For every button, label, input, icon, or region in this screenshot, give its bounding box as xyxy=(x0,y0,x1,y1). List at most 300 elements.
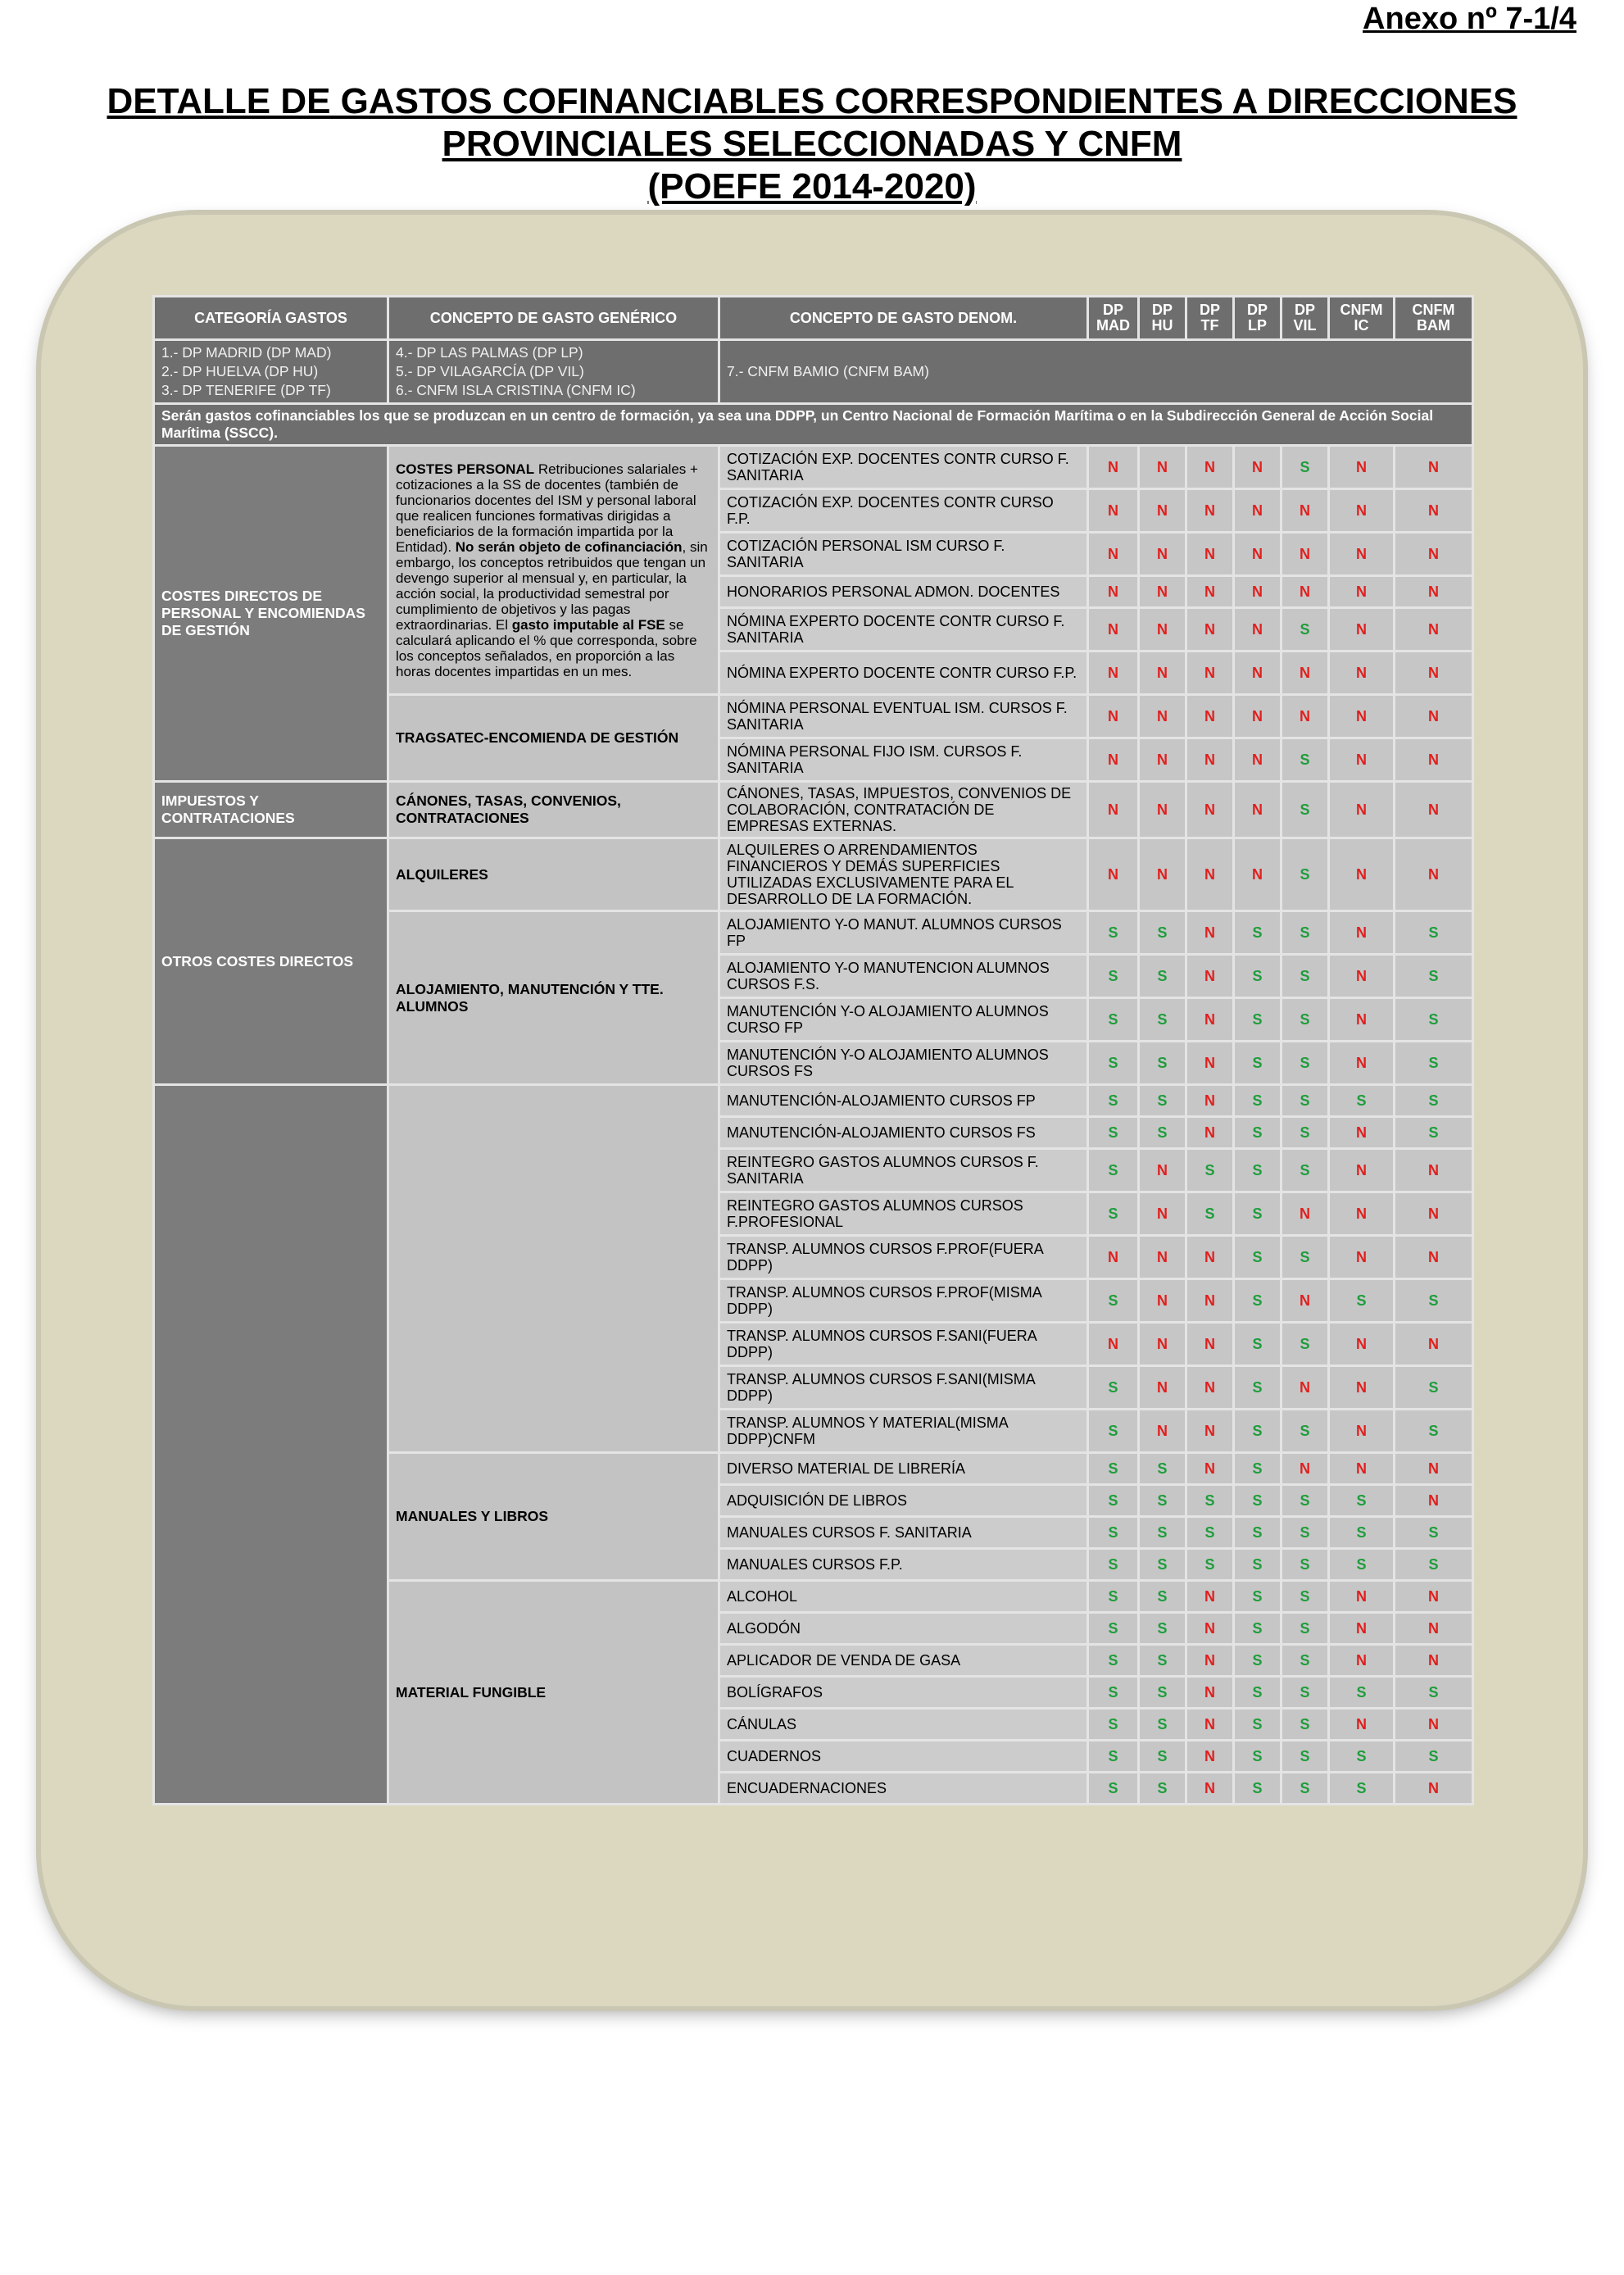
flag-dp-hu: S xyxy=(1139,1117,1186,1149)
flag-dp-mad: N xyxy=(1088,738,1139,782)
flag-dp-vil: N xyxy=(1282,652,1329,695)
flag-cnfm-ic: N xyxy=(1329,1453,1395,1485)
flag-cnfm-bam: S xyxy=(1395,998,1473,1042)
flag-dp-vil: S xyxy=(1282,1613,1329,1645)
flag-dp-mad: S xyxy=(1088,1366,1139,1410)
flag-dp-lp: N xyxy=(1234,652,1282,695)
flag-dp-vil: S xyxy=(1282,1410,1329,1453)
flag-dp-lp: S xyxy=(1234,1709,1282,1741)
flag-dp-hu: N xyxy=(1139,1192,1186,1236)
concept-denom: MANUTENCIÓN Y-O ALOJAMIENTO ALUMNOS CURSO FP xyxy=(719,998,1088,1042)
flag-dp-lp: S xyxy=(1234,1453,1282,1485)
flag-dp-tf: N xyxy=(1186,695,1234,738)
concept-denom: DIVERSO MATERIAL DE LIBRERÍA xyxy=(719,1453,1088,1485)
flag-cnfm-bam: S xyxy=(1395,1279,1473,1323)
header-dp-vil: DP VIL xyxy=(1282,297,1329,340)
flag-cnfm-bam: S xyxy=(1395,1517,1473,1549)
flag-dp-mad: S xyxy=(1088,1741,1139,1773)
flag-dp-hu: S xyxy=(1139,1549,1186,1581)
flag-dp-hu: S xyxy=(1139,1517,1186,1549)
flag-dp-mad: N xyxy=(1088,782,1139,838)
flag-dp-tf: N xyxy=(1186,1323,1234,1366)
table-header-row xyxy=(154,297,1473,340)
flag-cnfm-bam: N xyxy=(1395,1485,1473,1517)
flag-cnfm-ic: N xyxy=(1329,911,1395,955)
flag-cnfm-bam: N xyxy=(1395,1709,1473,1741)
generic-empty xyxy=(388,1085,719,1453)
flag-dp-lp: N xyxy=(1234,838,1282,911)
concept-denom: BOLÍGRAFOS xyxy=(719,1677,1088,1709)
flag-cnfm-ic: N xyxy=(1329,782,1395,838)
flag-dp-tf: N xyxy=(1186,998,1234,1042)
flag-dp-tf: N xyxy=(1186,782,1234,838)
flag-dp-lp: N xyxy=(1234,608,1282,652)
flag-cnfm-ic: S xyxy=(1329,1279,1395,1323)
flag-dp-lp: S xyxy=(1234,1117,1282,1149)
flag-dp-vil: S xyxy=(1282,446,1329,489)
flag-cnfm-ic: N xyxy=(1329,576,1395,608)
flag-dp-tf: N xyxy=(1186,489,1234,533)
flag-dp-tf: N xyxy=(1186,1236,1234,1279)
concept-denom: REINTEGRO GASTOS ALUMNOS CURSOS F. SANITARIA xyxy=(719,1149,1088,1192)
flag-dp-tf: N xyxy=(1186,1085,1234,1117)
flag-dp-mad: S xyxy=(1088,1192,1139,1236)
flag-dp-hu: S xyxy=(1139,1042,1186,1085)
flag-dp-tf: N xyxy=(1186,446,1234,489)
title-line-2: PROVINCIALES SELECCIONADAS Y CNFM xyxy=(442,124,1182,164)
flag-dp-vil: S xyxy=(1282,955,1329,998)
flag-dp-lp: S xyxy=(1234,1042,1282,1085)
flag-cnfm-ic: N xyxy=(1329,738,1395,782)
flag-dp-mad: N xyxy=(1088,1236,1139,1279)
flag-dp-mad: N xyxy=(1088,838,1139,911)
flag-dp-lp: S xyxy=(1234,1645,1282,1677)
flag-dp-mad: S xyxy=(1088,911,1139,955)
concept-denom: ALGODÓN xyxy=(719,1613,1088,1645)
flag-dp-tf: N xyxy=(1186,1709,1234,1741)
flag-dp-mad: S xyxy=(1088,1677,1139,1709)
flag-cnfm-bam: N xyxy=(1395,576,1473,608)
flag-dp-lp: N xyxy=(1234,489,1282,533)
generic-text-part: Retribuciones salariales + cotizaciones a la SS de docentes (también de funcionarios docentes del ISM y personal laboral que realicen funciones formativas dirigidas a beneficiarios de la formación impartida por la Entidad). xyxy=(396,461,698,555)
flag-dp-lp: S xyxy=(1234,1741,1282,1773)
flag-cnfm-bam: S xyxy=(1395,911,1473,955)
flag-cnfm-bam: N xyxy=(1395,1236,1473,1279)
flag-cnfm-ic: S xyxy=(1329,1549,1395,1581)
flag-cnfm-ic: N xyxy=(1329,608,1395,652)
flag-dp-mad: S xyxy=(1088,1485,1139,1517)
flag-dp-vil: S xyxy=(1282,608,1329,652)
flag-cnfm-bam: N xyxy=(1395,782,1473,838)
concept-denom: CUADERNOS xyxy=(719,1741,1088,1773)
concept-denom: ENCUADERNACIONES xyxy=(719,1773,1088,1805)
flag-dp-tf: N xyxy=(1186,1677,1234,1709)
flag-cnfm-bam: N xyxy=(1395,489,1473,533)
flag-cnfm-bam: S xyxy=(1395,1085,1473,1117)
flag-dp-vil: S xyxy=(1282,1549,1329,1581)
flag-dp-vil: S xyxy=(1282,1485,1329,1517)
flag-dp-vil: S xyxy=(1282,1117,1329,1149)
flag-dp-mad: S xyxy=(1088,1645,1139,1677)
flag-dp-tf: N xyxy=(1186,533,1234,576)
flag-dp-mad: S xyxy=(1088,1773,1139,1805)
flag-dp-hu: N xyxy=(1139,489,1186,533)
flag-cnfm-ic: S xyxy=(1329,1485,1395,1517)
flag-cnfm-ic: S xyxy=(1329,1773,1395,1805)
concept-denom: MANUTENCIÓN-ALOJAMIENTO CURSOS FS xyxy=(719,1117,1088,1149)
header-denom: CONCEPTO DE GASTO DENOM. xyxy=(719,297,1088,340)
legend-item: 3.- DP TENERIFE (DP TF) xyxy=(161,382,331,398)
flag-dp-tf: N xyxy=(1186,1645,1234,1677)
concept-denom: REINTEGRO GASTOS ALUMNOS CURSOS F.PROFESIONAL xyxy=(719,1192,1088,1236)
generic-text-part: No serán objeto de cofinanciación xyxy=(455,538,683,555)
flag-dp-lp: N xyxy=(1234,782,1282,838)
flag-dp-hu: S xyxy=(1139,1741,1186,1773)
flag-dp-hu: N xyxy=(1139,533,1186,576)
flag-dp-hu: N xyxy=(1139,1410,1186,1453)
concept-denom: NÓMINA PERSONAL FIJO ISM. CURSOS F. SANITARIA xyxy=(719,738,1088,782)
flag-dp-hu: N xyxy=(1139,1366,1186,1410)
flag-dp-tf: S xyxy=(1186,1192,1234,1236)
legend-item: 4.- DP LAS PALMAS (DP LP) xyxy=(396,344,583,361)
flag-cnfm-bam: N xyxy=(1395,1613,1473,1645)
concept-denom: NÓMINA EXPERTO DOCENTE CONTR CURSO F. SANITARIA xyxy=(719,608,1088,652)
flag-cnfm-bam: N xyxy=(1395,1581,1473,1613)
header-cnfm-ic: CNFM IC xyxy=(1329,297,1395,340)
flag-dp-vil: S xyxy=(1282,1581,1329,1613)
flag-dp-mad: S xyxy=(1088,1613,1139,1645)
flag-dp-lp: N xyxy=(1234,576,1282,608)
table-row xyxy=(154,1085,1473,1117)
flag-dp-mad: S xyxy=(1088,1517,1139,1549)
flag-dp-hu: N xyxy=(1139,1149,1186,1192)
flag-dp-vil: N xyxy=(1282,1279,1329,1323)
flag-cnfm-bam: N xyxy=(1395,652,1473,695)
flag-dp-vil: S xyxy=(1282,1709,1329,1741)
header-dp-hu: DP HU xyxy=(1139,297,1186,340)
flag-dp-tf: N xyxy=(1186,1410,1234,1453)
flag-cnfm-ic: N xyxy=(1329,652,1395,695)
concept-denom: NÓMINA PERSONAL EVENTUAL ISM. CURSOS F. SANITARIA xyxy=(719,695,1088,738)
concept-denom: MANUTENCIÓN-ALOJAMIENTO CURSOS FP xyxy=(719,1085,1088,1117)
flag-dp-hu: S xyxy=(1139,1645,1186,1677)
flag-dp-tf: N xyxy=(1186,955,1234,998)
flag-dp-hu: N xyxy=(1139,738,1186,782)
flag-dp-tf: S xyxy=(1186,1485,1234,1517)
flag-cnfm-bam: N xyxy=(1395,446,1473,489)
flag-dp-vil: S xyxy=(1282,782,1329,838)
concept-denom: CÁNULAS xyxy=(719,1709,1088,1741)
flag-cnfm-bam: S xyxy=(1395,1042,1473,1085)
flag-dp-tf: N xyxy=(1186,838,1234,911)
flag-dp-vil: N xyxy=(1282,489,1329,533)
generic-text-part: gasto imputable al FSE xyxy=(511,616,665,633)
flag-cnfm-bam: N xyxy=(1395,695,1473,738)
flag-dp-lp: N xyxy=(1234,533,1282,576)
title-line-3: (POEFE 2014-2020) xyxy=(647,166,977,207)
generic-alojamiento: ALOJAMIENTO, MANUTENCIÓN Y TTE. ALUMNOS xyxy=(388,911,719,1085)
flag-dp-tf: N xyxy=(1186,1453,1234,1485)
header-dp-mad: DP MAD xyxy=(1088,297,1139,340)
flag-dp-hu: S xyxy=(1139,1613,1186,1645)
flag-cnfm-ic: N xyxy=(1329,1149,1395,1192)
flag-cnfm-ic: N xyxy=(1329,1613,1395,1645)
flag-dp-lp: S xyxy=(1234,1581,1282,1613)
legend-item: 1.- DP MADRID (DP MAD) xyxy=(161,344,332,361)
category-otros: OTROS COSTES DIRECTOS xyxy=(154,838,388,1085)
flag-cnfm-ic: N xyxy=(1329,1410,1395,1453)
flag-dp-vil: S xyxy=(1282,1149,1329,1192)
concept-denom: COTIZACIÓN EXP. DOCENTES CONTR CURSO F.P. xyxy=(719,489,1088,533)
flag-dp-tf: N xyxy=(1186,1279,1234,1323)
flag-dp-mad: S xyxy=(1088,1117,1139,1149)
table-row xyxy=(154,782,1473,838)
flag-dp-lp: S xyxy=(1234,1485,1282,1517)
flag-cnfm-ic: N xyxy=(1329,446,1395,489)
flag-dp-mad: S xyxy=(1088,1453,1139,1485)
concept-denom: ALOJAMIENTO Y-O MANUT. ALUMNOS CURSOS FP xyxy=(719,911,1088,955)
header-generico: CONCEPTO DE GASTO GENÉRICO xyxy=(388,297,719,340)
flag-cnfm-bam: S xyxy=(1395,1366,1473,1410)
concept-denom: ALQUILERES O ARRENDAMIENTOS FINANCIEROS Y DEMÁS SUPERFICIES UTILIZADAS EXCLUSIVAMENTE PARA EL DESARROLLO DE LA FORMACIÓN. xyxy=(719,838,1088,911)
table-row xyxy=(154,446,1473,489)
flag-dp-vil: N xyxy=(1282,533,1329,576)
flag-cnfm-ic: N xyxy=(1329,533,1395,576)
flag-dp-vil: S xyxy=(1282,911,1329,955)
flag-cnfm-bam: N xyxy=(1395,1645,1473,1677)
flag-cnfm-bam: S xyxy=(1395,1410,1473,1453)
header-categoria: CATEGORÍA GASTOS xyxy=(154,297,388,340)
flag-dp-hu: S xyxy=(1139,1677,1186,1709)
flag-dp-vil: S xyxy=(1282,1323,1329,1366)
concept-denom: CÁNONES, TASAS, IMPUESTOS, CONVENIOS DE COLABORACIÓN, CONTRATACIÓN DE EMPRESAS EXTERNAS. xyxy=(719,782,1088,838)
generic-canones: CÁNONES, TASAS, CONVENIOS, CONTRATACIONES xyxy=(388,782,719,838)
flag-dp-tf: N xyxy=(1186,738,1234,782)
generic-fungible: MATERIAL FUNGIBLE xyxy=(388,1581,719,1805)
flag-dp-hu: S xyxy=(1139,998,1186,1042)
header-dp-tf: DP TF xyxy=(1186,297,1234,340)
header-dp-lp: DP LP xyxy=(1234,297,1282,340)
flag-cnfm-bam: N xyxy=(1395,838,1473,911)
legend-col-1 xyxy=(154,340,388,404)
concept-denom: MANUALES CURSOS F. SANITARIA xyxy=(719,1517,1088,1549)
cofinance-note: Serán gastos cofinanciables los que se produzcan en un centro de formación, ya sea una DDPP, un Centro Nacional de Formación Marítima o en la Subdirección General de Acción Social Marítima (SSCC). xyxy=(154,404,1473,446)
flag-dp-lp: S xyxy=(1234,998,1282,1042)
concept-denom: TRANSP. ALUMNOS CURSOS F.PROF(MISMA DDPP) xyxy=(719,1279,1088,1323)
legend-item: 5.- DP VILAGARCÍA (DP VIL) xyxy=(396,363,584,379)
flag-cnfm-ic: N xyxy=(1329,1645,1395,1677)
flag-dp-vil: S xyxy=(1282,1645,1329,1677)
flag-cnfm-ic: N xyxy=(1329,1366,1395,1410)
flag-dp-mad: S xyxy=(1088,1042,1139,1085)
flag-dp-tf: N xyxy=(1186,911,1234,955)
flag-dp-lp: N xyxy=(1234,446,1282,489)
flag-dp-lp: S xyxy=(1234,1323,1282,1366)
flag-dp-lp: N xyxy=(1234,738,1282,782)
legend-item: 2.- DP HUELVA (DP HU) xyxy=(161,363,319,379)
flag-cnfm-bam: N xyxy=(1395,1453,1473,1485)
flag-dp-vil: N xyxy=(1282,1192,1329,1236)
flag-dp-mad: N xyxy=(1088,533,1139,576)
flag-cnfm-ic: N xyxy=(1329,955,1395,998)
flag-dp-lp: S xyxy=(1234,1149,1282,1192)
flag-dp-lp: S xyxy=(1234,911,1282,955)
flag-cnfm-bam: S xyxy=(1395,1549,1473,1581)
concept-denom: ALCOHOL xyxy=(719,1581,1088,1613)
flag-dp-hu: N xyxy=(1139,838,1186,911)
flag-dp-hu: N xyxy=(1139,1279,1186,1323)
flag-dp-vil: S xyxy=(1282,1517,1329,1549)
flag-cnfm-ic: S xyxy=(1329,1677,1395,1709)
concept-denom: TRANSP. ALUMNOS CURSOS F.SANI(MISMA DDPP) xyxy=(719,1366,1088,1410)
flag-dp-vil: N xyxy=(1282,1453,1329,1485)
flag-dp-mad: S xyxy=(1088,1149,1139,1192)
generic-manuales: MANUALES Y LIBROS xyxy=(388,1453,719,1581)
flag-cnfm-bam: S xyxy=(1395,1117,1473,1149)
flag-cnfm-bam: N xyxy=(1395,1773,1473,1805)
generic-tragsatec: TRAGSATEC-ENCOMIENDA DE GESTIÓN xyxy=(388,695,719,782)
flag-dp-hu: S xyxy=(1139,955,1186,998)
flag-cnfm-ic: N xyxy=(1329,1581,1395,1613)
flag-dp-hu: S xyxy=(1139,1085,1186,1117)
flag-dp-lp: S xyxy=(1234,1613,1282,1645)
flag-dp-lp: S xyxy=(1234,1236,1282,1279)
generic-costes-personal xyxy=(388,446,719,695)
flag-dp-tf: N xyxy=(1186,1773,1234,1805)
flag-dp-mad: S xyxy=(1088,1581,1139,1613)
flag-cnfm-ic: N xyxy=(1329,838,1395,911)
flag-cnfm-ic: S xyxy=(1329,1741,1395,1773)
flag-dp-vil: S xyxy=(1282,998,1329,1042)
flag-dp-lp: S xyxy=(1234,1773,1282,1805)
flag-dp-hu: S xyxy=(1139,1773,1186,1805)
flag-dp-tf: S xyxy=(1186,1517,1234,1549)
flag-cnfm-ic: N xyxy=(1329,1323,1395,1366)
flag-dp-tf: N xyxy=(1186,1613,1234,1645)
legend-item: 6.- CNFM ISLA CRISTINA (CNFM IC) xyxy=(396,382,636,398)
concept-denom: COTIZACIÓN EXP. DOCENTES CONTR CURSO F. SANITARIA xyxy=(719,446,1088,489)
flag-dp-lp: S xyxy=(1234,1192,1282,1236)
flag-cnfm-ic: S xyxy=(1329,1085,1395,1117)
note-row xyxy=(154,404,1473,446)
flag-dp-tf: N xyxy=(1186,576,1234,608)
flag-dp-vil: S xyxy=(1282,1236,1329,1279)
header-cnfm-bam: CNFM BAM xyxy=(1395,297,1473,340)
flag-cnfm-ic: N xyxy=(1329,489,1395,533)
flag-dp-lp: S xyxy=(1234,1410,1282,1453)
flag-dp-mad: S xyxy=(1088,1085,1139,1117)
category-personal: COSTES DIRECTOS DE PERSONAL Y ENCOMIENDAS DE GESTIÓN xyxy=(154,446,388,782)
flag-dp-vil: N xyxy=(1282,1366,1329,1410)
flag-dp-mad: N xyxy=(1088,608,1139,652)
flag-cnfm-bam: S xyxy=(1395,1741,1473,1773)
flag-cnfm-bam: S xyxy=(1395,955,1473,998)
concept-denom: NÓMINA EXPERTO DOCENTE CONTR CURSO F.P. xyxy=(719,652,1088,695)
flag-dp-tf: N xyxy=(1186,1366,1234,1410)
concept-denom: MANUALES CURSOS F.P. xyxy=(719,1549,1088,1581)
flag-dp-mad: S xyxy=(1088,1279,1139,1323)
generic-alquileres: ALQUILERES xyxy=(388,838,719,911)
concept-denom: MANUTENCIÓN Y-O ALOJAMIENTO ALUMNOS CURSOS FS xyxy=(719,1042,1088,1085)
flag-dp-hu: N xyxy=(1139,608,1186,652)
flag-dp-lp: S xyxy=(1234,955,1282,998)
document-title xyxy=(0,80,1624,208)
legend-row xyxy=(154,340,1473,404)
flag-dp-mad: N xyxy=(1088,695,1139,738)
concept-denom: APLICADOR DE VENDA DE GASA xyxy=(719,1645,1088,1677)
flag-dp-tf: N xyxy=(1186,1741,1234,1773)
flag-dp-mad: N xyxy=(1088,446,1139,489)
flag-dp-mad: S xyxy=(1088,955,1139,998)
flag-dp-vil: N xyxy=(1282,576,1329,608)
flag-dp-tf: N xyxy=(1186,1581,1234,1613)
flag-dp-mad: S xyxy=(1088,1410,1139,1453)
flag-dp-mad: N xyxy=(1088,1323,1139,1366)
flag-dp-hu: S xyxy=(1139,1485,1186,1517)
generic-text-part: , sin embargo, los conceptos retribuidos que tengan un devengo superior al mensual y, en particular, la acción social, la productividad semestral por cumplimiento de objetivos y las pagas extraordinarias. El xyxy=(396,538,708,633)
flag-cnfm-ic: N xyxy=(1329,1042,1395,1085)
flag-dp-mad: N xyxy=(1088,576,1139,608)
generic-text-part: se calculará aplicando el % que corresponda, sobre los conceptos señalados, en proporción a las horas docentes impartidas en un mes. xyxy=(396,616,697,679)
category-impuestos: IMPUESTOS Y CONTRATACIONES xyxy=(154,782,388,838)
flag-dp-hu: N xyxy=(1139,1236,1186,1279)
flag-dp-tf: N xyxy=(1186,608,1234,652)
title-line-1: DETALLE DE GASTOS COFINANCIABLES CORRESPONDIENTES A DIRECCIONES xyxy=(107,81,1517,121)
flag-cnfm-ic: N xyxy=(1329,695,1395,738)
flag-dp-vil: S xyxy=(1282,1085,1329,1117)
table-row xyxy=(154,838,1473,911)
flag-dp-lp: S xyxy=(1234,1279,1282,1323)
flag-cnfm-bam: N xyxy=(1395,1192,1473,1236)
flag-dp-hu: N xyxy=(1139,1323,1186,1366)
flag-dp-tf: S xyxy=(1186,1549,1234,1581)
flag-dp-hu: N xyxy=(1139,695,1186,738)
flag-cnfm-bam: N xyxy=(1395,1149,1473,1192)
flag-cnfm-bam: S xyxy=(1395,1677,1473,1709)
flag-cnfm-ic: N xyxy=(1329,1709,1395,1741)
flag-dp-mad: N xyxy=(1088,489,1139,533)
flag-dp-lp: S xyxy=(1234,1517,1282,1549)
concept-denom: TRANSP. ALUMNOS CURSOS F.PROF(FUERA DDPP) xyxy=(719,1236,1088,1279)
concept-denom: HONORARIOS PERSONAL ADMON. DOCENTES xyxy=(719,576,1088,608)
flag-dp-vil: N xyxy=(1282,695,1329,738)
concept-denom: ALOJAMIENTO Y-O MANUTENCION ALUMNOS CURSOS F.S. xyxy=(719,955,1088,998)
flag-cnfm-bam: N xyxy=(1395,533,1473,576)
flag-cnfm-ic: N xyxy=(1329,1236,1395,1279)
expenses-table xyxy=(152,295,1474,1805)
flag-dp-hu: S xyxy=(1139,1453,1186,1485)
flag-dp-tf: N xyxy=(1186,1042,1234,1085)
flag-dp-lp: N xyxy=(1234,695,1282,738)
flag-dp-hu: N xyxy=(1139,652,1186,695)
flag-dp-vil: S xyxy=(1282,1677,1329,1709)
flag-dp-vil: S xyxy=(1282,1773,1329,1805)
concept-denom: ADQUISICIÓN DE LIBROS xyxy=(719,1485,1088,1517)
concept-denom: TRANSP. ALUMNOS CURSOS F.SANI(FUERA DDPP) xyxy=(719,1323,1088,1366)
flag-dp-hu: N xyxy=(1139,446,1186,489)
flag-dp-lp: S xyxy=(1234,1677,1282,1709)
flag-cnfm-ic: N xyxy=(1329,1117,1395,1149)
flag-dp-hu: S xyxy=(1139,1581,1186,1613)
flag-cnfm-bam: N xyxy=(1395,608,1473,652)
flag-dp-mad: S xyxy=(1088,1709,1139,1741)
legend-col-2 xyxy=(388,340,719,404)
flag-dp-mad: S xyxy=(1088,998,1139,1042)
flag-dp-tf: S xyxy=(1186,1149,1234,1192)
flag-dp-vil: S xyxy=(1282,738,1329,782)
flag-dp-vil: S xyxy=(1282,1741,1329,1773)
legend-item: 7.- CNFM BAMIO (CNFM BAM) xyxy=(727,363,929,379)
